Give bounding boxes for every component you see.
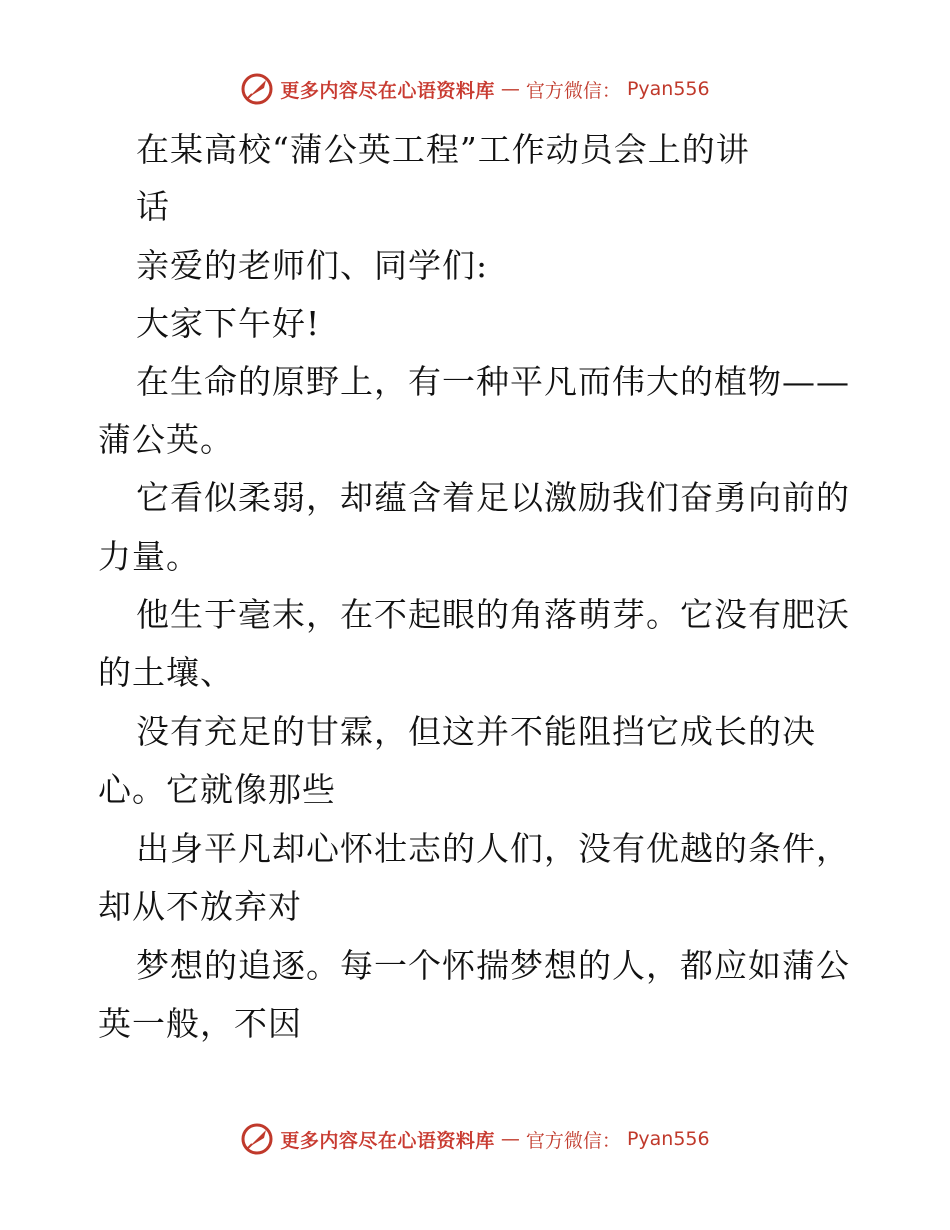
watermark-separator: — <box>500 1128 520 1150</box>
header-watermark <box>0 71 950 107</box>
document-title-line-2: 话 <box>136 187 170 226</box>
paragraph-line: 力量。 <box>98 537 200 576</box>
watermark-account: Pyan556 <box>626 78 710 100</box>
paragraph-line: 梦想的追逐。每一个怀揣梦想的人，都应如蒲公 <box>136 946 850 985</box>
paragraph-line: 蒲公英。 <box>98 420 234 459</box>
watermark-account: Pyan556 <box>626 1128 710 1150</box>
paragraph-line: 它看似柔弱，却蕴含着足以激励我们奋勇向前的 <box>136 478 850 517</box>
watermark-brand: 更多内容尽在心语资料库 <box>280 79 495 102</box>
paragraph-line: 他生于毫末，在不起眼的角落萌芽。它没有肥沃 <box>136 595 850 634</box>
quill-logo-icon <box>240 72 274 106</box>
watermark-separator: — <box>500 78 520 100</box>
watermark-label: 官方微信： <box>525 79 621 102</box>
paragraph-line: 的土壤、 <box>98 653 234 692</box>
paragraph-line: 心。它就像那些 <box>98 770 336 809</box>
watermark-label: 官方微信： <box>525 1129 621 1152</box>
document-title-line-1: 在某高校“蒲公英工程”工作动员会上的讲 <box>136 130 750 169</box>
paragraph-line: 出身平凡却心怀壮志的人们，没有优越的条件， <box>136 829 850 868</box>
salutation: 亲爱的老师们、同学们: <box>136 246 489 285</box>
quill-logo-icon <box>240 1122 274 1156</box>
paragraph-line: 没有充足的甘霖，但这并不能阻挡它成长的决 <box>136 712 816 751</box>
greeting: 大家下午好! <box>136 304 321 343</box>
paragraph-line: 在生命的原野上，有一种平凡而伟大的植物—— <box>136 362 850 401</box>
watermark-brand: 更多内容尽在心语资料库 <box>280 1129 495 1152</box>
footer-watermark <box>0 1121 950 1157</box>
paragraph-line: 英一般，不因 <box>98 1004 302 1043</box>
paragraph-line: 却从不放弃对 <box>98 887 302 926</box>
